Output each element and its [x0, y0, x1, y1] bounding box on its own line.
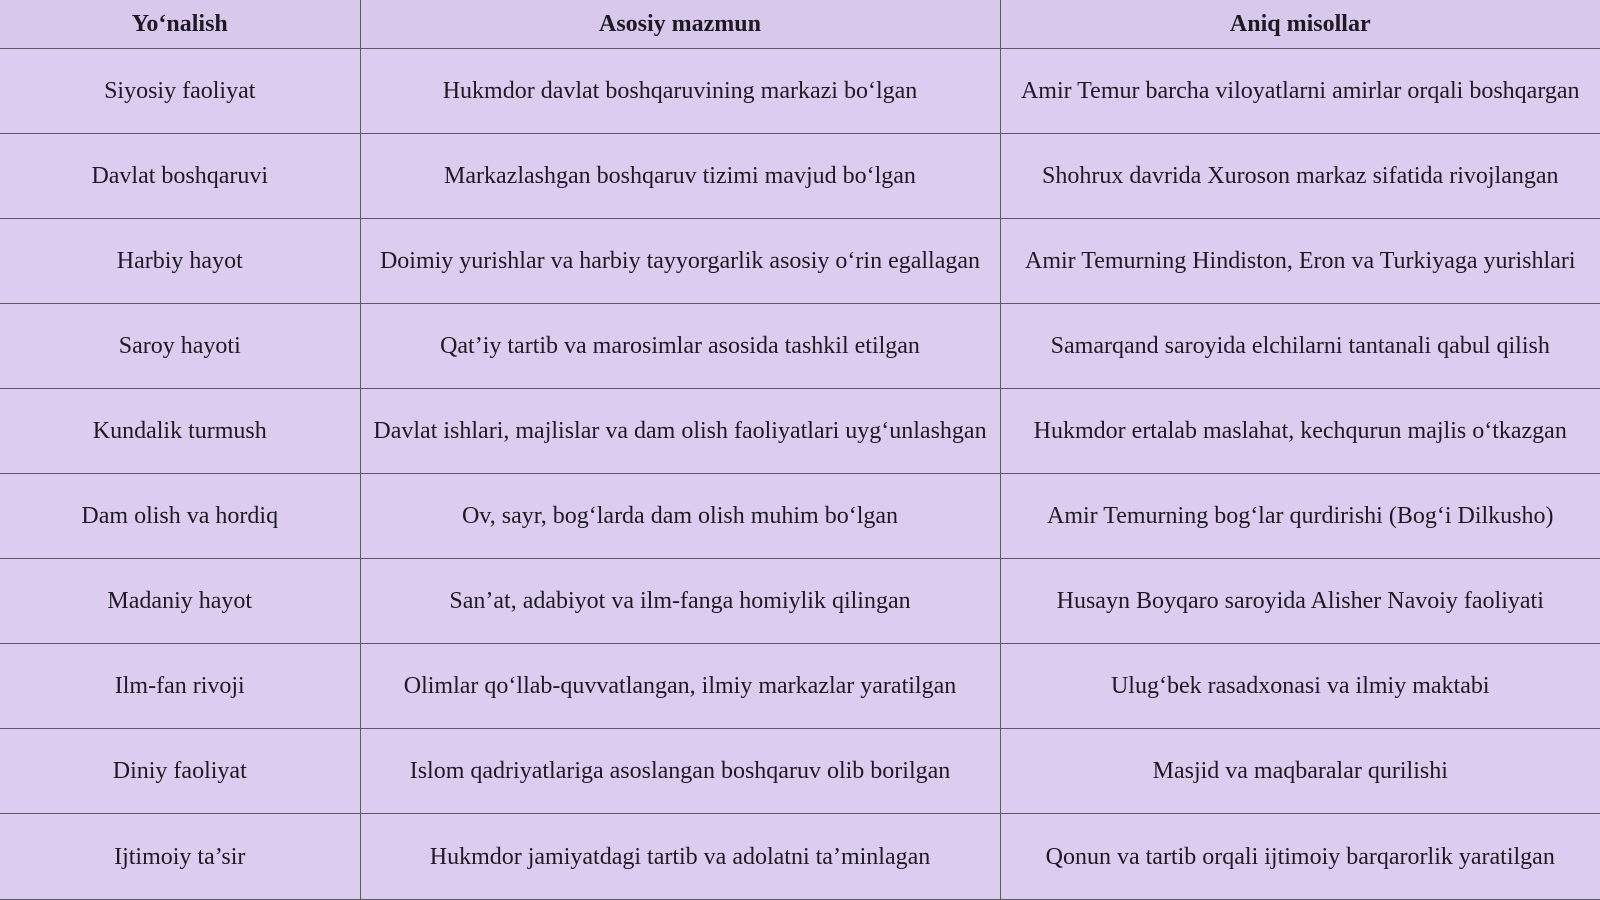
header-main-content: Asosiy mazmun	[360, 0, 1000, 49]
table-row	[0, 49, 1600, 134]
table-row	[0, 304, 1600, 389]
cell-example: Hukmdor ertalab maslahat, kechqurun majlis o‘tkazgan	[1000, 389, 1600, 474]
table-row	[0, 814, 1600, 900]
table-row	[0, 729, 1600, 814]
cell-direction: Madaniy hayot	[0, 559, 360, 644]
cell-main-content: Ov, sayr, bog‘larda dam olish muhim bo‘lgan	[360, 474, 1000, 559]
cell-example: Amir Temurning Hindiston, Eron va Turkiyaga yurishlari	[1000, 219, 1600, 304]
table-row	[0, 644, 1600, 729]
table-row	[0, 219, 1600, 304]
cell-main-content: Qat’iy tartib va marosimlar asosida tashkil etilgan	[360, 304, 1000, 389]
cell-direction: Diniy faoliyat	[0, 729, 360, 814]
cell-example: Shohrux davrida Xuroson markaz sifatida rivojlangan	[1000, 134, 1600, 219]
table-row	[0, 389, 1600, 474]
cell-main-content: Hukmdor jamiyatdagi tartib va adolatni ta’minlagan	[360, 814, 1000, 900]
cell-direction: Davlat boshqaruvi	[0, 134, 360, 219]
cell-main-content: Hukmdor davlat boshqaruvining markazi bo‘lgan	[360, 49, 1000, 134]
cell-direction: Siyosiy faoliyat	[0, 49, 360, 134]
header-examples: Aniq misollar	[1000, 0, 1600, 49]
cell-direction: Ijtimoiy ta’sir	[0, 814, 360, 900]
cell-direction: Saroy hayoti	[0, 304, 360, 389]
cell-direction: Ilm-fan rivoji	[0, 644, 360, 729]
cell-direction: Dam olish va hordiq	[0, 474, 360, 559]
cell-main-content: Islom qadriyatlariga asoslangan boshqaruv olib borilgan	[360, 729, 1000, 814]
cell-main-content: Davlat ishlari, majlislar va dam olish faoliyatlari uyg‘unlashgan	[360, 389, 1000, 474]
table-row	[0, 134, 1600, 219]
table-row	[0, 474, 1600, 559]
cell-example: Amir Temur barcha viloyatlarni amirlar orqali boshqargan	[1000, 49, 1600, 134]
cell-main-content: San’at, adabiyot va ilm-fanga homiylik qilingan	[360, 559, 1000, 644]
cell-main-content: Markazlashgan boshqaruv tizimi mavjud bo‘lgan	[360, 134, 1000, 219]
table-header-row	[0, 0, 1600, 49]
cell-main-content: Doimiy yurishlar va harbiy tayyorgarlik asosiy o‘rin egallagan	[360, 219, 1000, 304]
cell-example: Qonun va tartib orqali ijtimoiy barqarorlik yaratilgan	[1000, 814, 1600, 900]
cell-example: Samarqand saroyida elchilarni tantanali qabul qilish	[1000, 304, 1600, 389]
cell-example: Masjid va maqbaralar qurilishi	[1000, 729, 1600, 814]
cell-example: Ulug‘bek rasadxonasi va ilmiy maktabi	[1000, 644, 1600, 729]
cell-main-content: Olimlar qo‘llab-quvvatlangan, ilmiy markazlar yaratilgan	[360, 644, 1000, 729]
header-direction: Yo‘nalish	[0, 0, 360, 49]
cell-example: Amir Temurning bog‘lar qurdirishi (Bog‘i Dilkusho)	[1000, 474, 1600, 559]
cell-direction: Harbiy hayot	[0, 219, 360, 304]
table-row	[0, 559, 1600, 644]
cell-direction: Kundalik turmush	[0, 389, 360, 474]
cell-example: Husayn Boyqaro saroyida Alisher Navoiy faoliyati	[1000, 559, 1600, 644]
